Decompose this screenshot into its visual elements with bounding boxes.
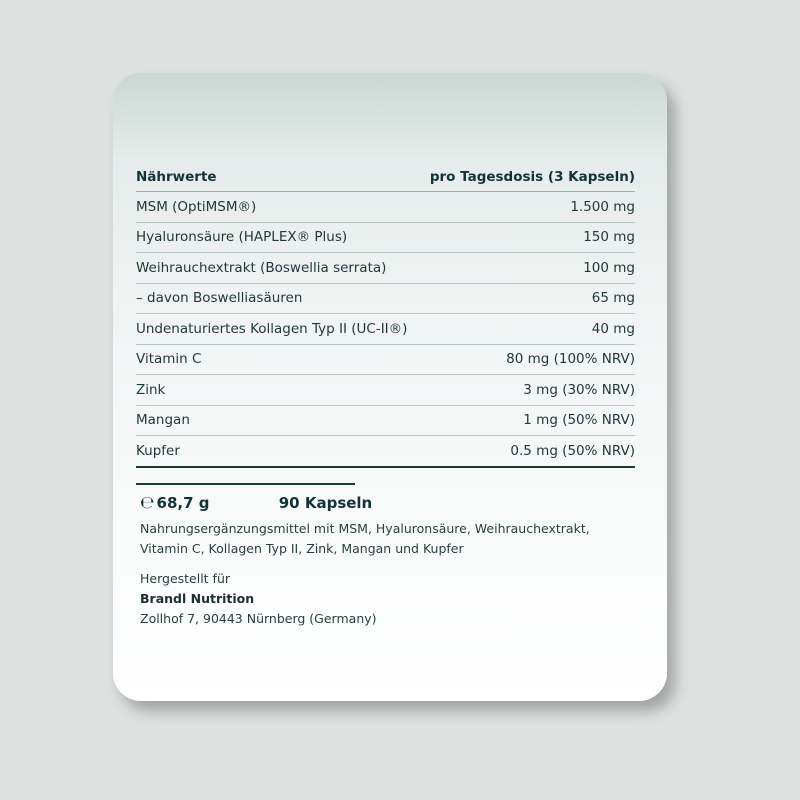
nutrient-amount: 65 mg: [591, 290, 635, 307]
table-row: [136, 223, 635, 254]
table-row: [136, 253, 635, 284]
table-row: [136, 314, 635, 345]
nutrient-name: MSM (OptiMSM®): [136, 198, 257, 215]
nutrient-amount: 1.500 mg: [570, 198, 635, 215]
capsule-count: 90 Kapseln: [278, 494, 373, 512]
table-row: [136, 284, 635, 315]
table-row: [136, 375, 635, 406]
manufacturer-info: [140, 569, 377, 629]
nutrient-name: Kupfer: [136, 442, 180, 459]
nutrient-amount: 1 mg (50% NRV): [523, 412, 635, 429]
header-nutrients: Nährwerte: [136, 169, 217, 185]
nutrient-amount: 150 mg: [583, 229, 635, 246]
nutrition-table-header: [136, 163, 635, 192]
nutrient-amount: 0.5 mg (50% NRV): [510, 442, 635, 459]
table-row: [136, 406, 635, 437]
manufacturer-intro: Hergestellt für: [140, 571, 231, 586]
nutrient-name: Undenaturiertes Kollagen Typ II (UC-II®): [136, 320, 408, 337]
nutrient-name: Zink: [136, 381, 166, 398]
product-description: [140, 519, 620, 559]
table-row: [136, 192, 635, 223]
nutrient-name: Mangan: [136, 412, 190, 429]
description-line: Vitamin C, Kollagen Typ II, Zink, Mangan und Kupfer: [140, 541, 464, 556]
nutrient-amount: 100 mg: [583, 259, 635, 276]
nutrient-name: – davon Boswelliasäuren: [136, 290, 303, 307]
supplement-label-card: [113, 73, 667, 701]
nutrient-name: Hyaluronsäure (HAPLEX® Plus): [136, 229, 348, 246]
manufacturer-address: Zollhof 7, 90443 Nürnberg (Germany): [140, 611, 377, 626]
package-contents: [140, 493, 372, 513]
nutrient-name: Weihrauchextrakt (Boswellia serrata): [136, 259, 387, 276]
description-line: Nahrungsergänzungsmittel mit MSM, Hyaluronsäure, Weihrauchextrakt,: [140, 521, 590, 536]
estimated-sign-icon: ℮: [140, 493, 155, 513]
table-row: [136, 345, 635, 376]
manufacturer-brand: Brandl Nutrition: [140, 591, 255, 606]
nutrient-name: Vitamin C: [136, 351, 202, 368]
nutrient-amount: 3 mg (30% NRV): [523, 381, 635, 398]
table-row: [136, 436, 635, 468]
header-daily-dose: pro Tagesdosis (3 Kapseln): [429, 169, 635, 185]
nutrition-table: [136, 163, 635, 468]
section-divider: [136, 483, 355, 485]
net-weight: 68,7 g: [156, 494, 210, 512]
nutrient-amount: 80 mg (100% NRV): [506, 351, 635, 368]
nutrient-amount: 40 mg: [591, 320, 635, 337]
